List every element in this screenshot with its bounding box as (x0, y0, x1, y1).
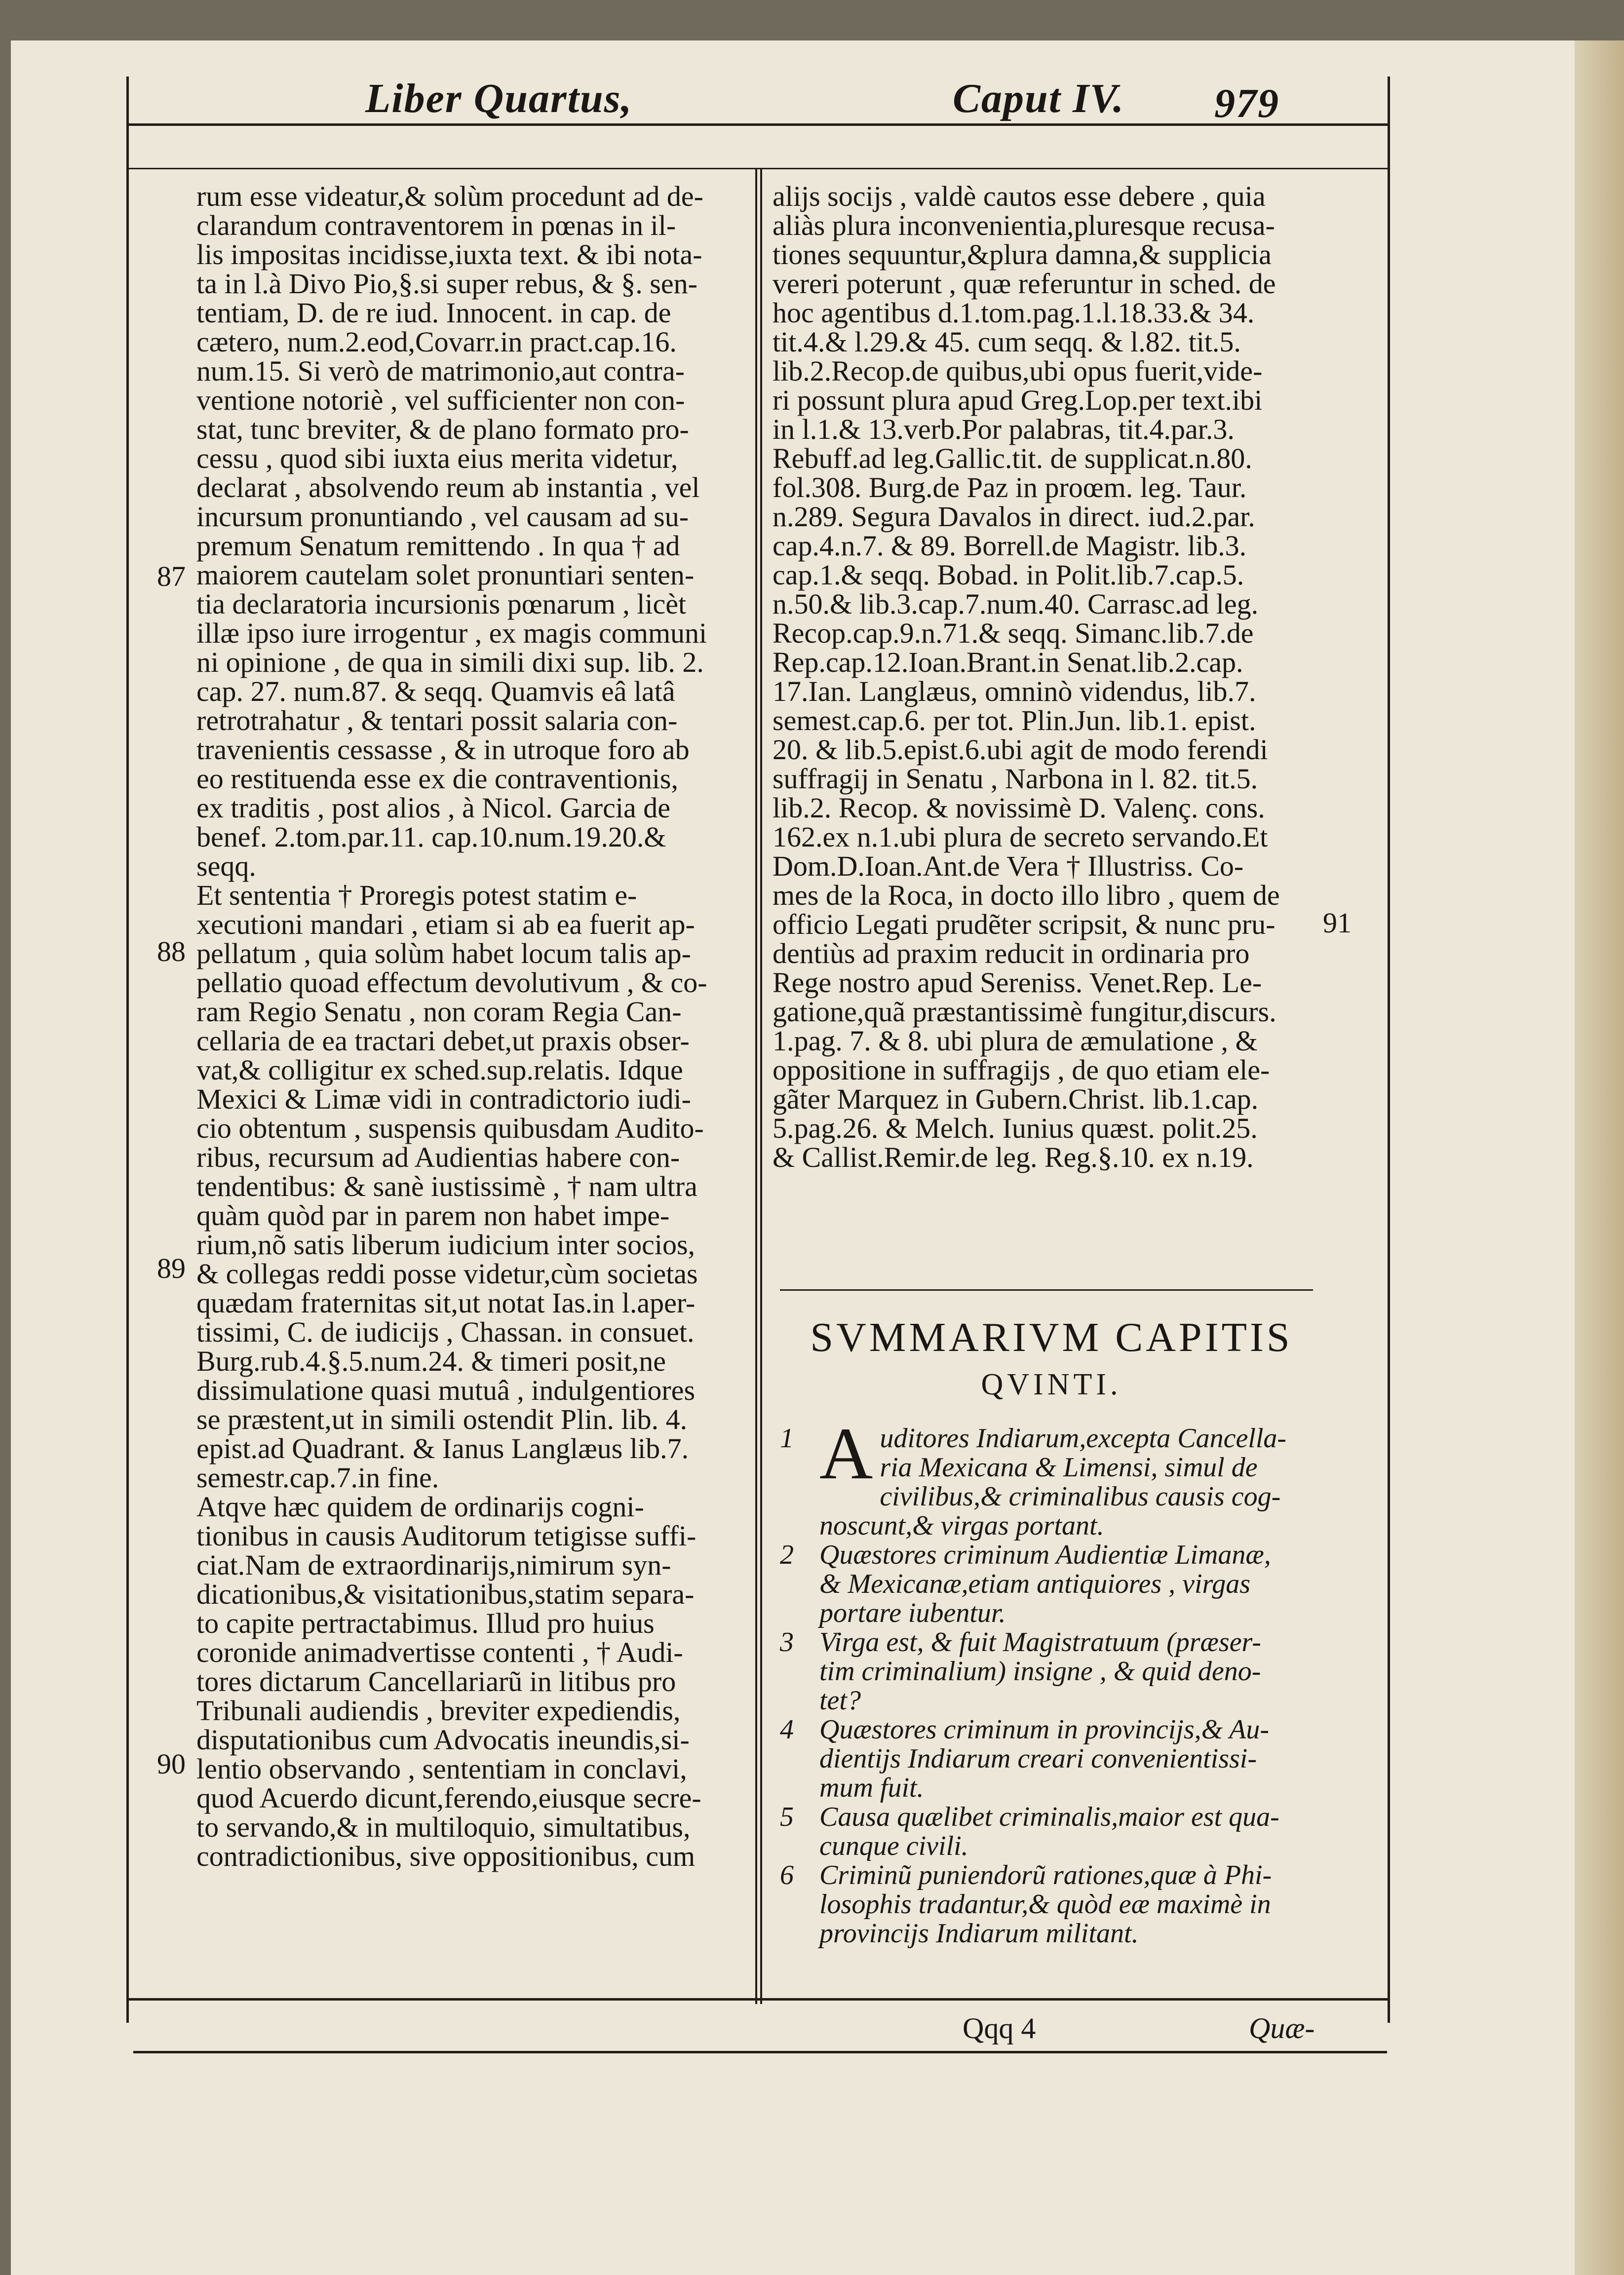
text-line: tores dictarum Cancellariarũ in litibus pro (196, 1665, 676, 1697)
text-line: tendentibus: & sanè iustissimè , † nam ultra (196, 1170, 697, 1202)
text-line: pellatum , quia solùm habet locum talis ap- (196, 937, 691, 969)
text-line: cætero, num.2.eod,Covarr.in pract.cap.16. (196, 326, 677, 358)
text-line: ribus, recursum ad Audientias habere con- (196, 1141, 680, 1173)
margin-number-88: 88 (157, 935, 186, 967)
text-line: dentiùs ad praxim reducit in ordinaria pro (773, 937, 1250, 969)
text-line: maiorem cautelam solet pronuntiari senten- (196, 559, 695, 591)
text-line: rum esse videatur,& solùm procedunt ad de- (196, 180, 703, 212)
text-line: contradictionibus, sive oppositionibus, cum (196, 1840, 696, 1872)
text-line: semestr.cap.7.in fine. (196, 1462, 439, 1494)
text-line: ciat.Nam de extraordinarijs,nimirum syn- (196, 1549, 671, 1581)
text-line: stat, tunc breviter, & de plano formato pro- (196, 413, 689, 445)
text-line: aliàs plura inconvenientia,pluresque recusa- (773, 209, 1275, 241)
left-text-column (196, 182, 707, 1871)
text-line: vat,& colligitur ex sched.sup.relatis. Idque (196, 1054, 683, 1086)
text-line: cap.4.n.7. & 89. Borrell.de Magistr. lib.3. (773, 530, 1247, 562)
text-line: lib.2.Recop.de quibus,ubi opus fuerit,vide- (773, 355, 1263, 387)
summary-item-number: 2 (780, 1540, 794, 1570)
summary-item-number: 6 (780, 1860, 794, 1890)
text-line: Recop.cap.9.n.71.& seqq. Simanc.lib.7.de (773, 617, 1254, 649)
column-rule (755, 168, 757, 2004)
folio-number: 979 (1214, 80, 1279, 126)
summary-list (780, 1413, 1323, 1949)
summary-rule (780, 1289, 1313, 1291)
summary-line: portare iubentur. (819, 1598, 1006, 1628)
summary-line: Criminũ puniendorũ rationes,quæ à Phi- (819, 1860, 1272, 1890)
text-line: premum Senatum remittendo . In qua † ad (196, 530, 680, 562)
summary-item-number: 1 (780, 1423, 794, 1454)
drop-capital: A (819, 1413, 873, 1495)
summary-line: civilibus,& criminalibus causis cog- (880, 1481, 1281, 1512)
text-line: lib.2. Recop. & novissimè D. Valenç. cons. (773, 792, 1265, 824)
text-line: oppositione in suffragijs , de quo etiam ele- (773, 1054, 1270, 1086)
summary-line: cunque civili. (819, 1831, 968, 1861)
summary-subtitle: QVINTI. (981, 1368, 1122, 1401)
text-line: to servando,& in multiloquio, simultatibus, (196, 1811, 691, 1843)
text-line: tia declaratoria incursionis pœnarum , licèt (196, 588, 687, 620)
text-line: suffragij in Senatu , Narbona in l. 82. tit.5. (773, 763, 1258, 795)
text-line: illæ ipso iure irrogentur , ex magis communi (196, 617, 707, 649)
summary-line: uditores Indiarum,excepta Cancella- (880, 1423, 1287, 1454)
text-line: & collegas reddi posse videtur,cùm societas (196, 1258, 698, 1290)
text-line: Tribunali audiendis , breviter expediendis, (196, 1695, 681, 1727)
text-line: num.15. Si verò de matrimonio,aut contra- (196, 355, 685, 387)
text-line: Burg.rub.4.§.5.num.24. & timeri posit,ne (196, 1345, 666, 1377)
text-line: n.50.& lib.3.cap.7.num.40. Carrasc.ad leg. (773, 588, 1259, 620)
text-line: Et sententia † Proregis potest statim e- (196, 879, 637, 911)
text-line: quàm quòd par in parem non habet impe- (196, 1199, 670, 1232)
summary-item (780, 1715, 1323, 1803)
summary-item (780, 1861, 1323, 1948)
summary-line: ria Mexicana & Limensi, simul de (880, 1452, 1258, 1483)
text-line: n.289. Segura Davalos in direct. iud.2.par. (773, 501, 1255, 533)
text-line: lentio observando , sententiam in conclavi, (196, 1753, 687, 1785)
text-line: disputationibus cum Advocatis ineundis,si- (196, 1724, 690, 1756)
text-line: tionibus in causis Auditorum tetigisse suffi- (196, 1520, 696, 1552)
page-edge (1575, 40, 1624, 2275)
text-line: eo restituenda esse ex die contraventionis, (196, 763, 679, 795)
bottom-rule (133, 2051, 1387, 2053)
summary-item (780, 1803, 1323, 1861)
text-line: epist.ad Quadrant. & Ianus Langlæus lib.7. (196, 1432, 689, 1465)
text-line: & Callist.Remir.de leg. Reg.§.10. ex n.19. (773, 1141, 1254, 1173)
text-line: to capite pertractabimus. Illud pro huius (196, 1607, 655, 1639)
text-line: hoc agentibus d.1.tom.pag.1.l.18.33.& 34. (773, 297, 1255, 329)
text-line: Dom.D.Ioan.Ant.de Vera † Illustriss. Co- (773, 850, 1244, 882)
summary-line: Causa quælibet criminalis,maior est qua- (819, 1802, 1279, 1832)
text-line: quod Acuerdo dicunt,ferendo,eiusque secre- (196, 1782, 701, 1814)
summary-item-number: 4 (780, 1714, 794, 1745)
text-line: clarandum contraventorem in pœnas in il- (196, 209, 676, 241)
text-line: tentiam, D. de re iud. Innocent. in cap. de (196, 297, 671, 329)
text-line: 20. & lib.5.epist.6.ubi agit de modo ferendi (773, 733, 1268, 766)
text-line: Atqve hæc quidem de ordinarijs cogni- (196, 1491, 644, 1523)
text-line: 17.Ian. Langlæus, omninò videndus, lib.7. (773, 675, 1256, 707)
text-line: mes de la Roca, in docto illo libro , quem de (773, 879, 1280, 911)
summary-line: mum fuit. (819, 1773, 924, 1803)
text-line: fol.308. Burg.de Paz in proœm. leg. Taur. (773, 471, 1247, 503)
summary-item (780, 1628, 1323, 1715)
header-rule (126, 123, 1388, 126)
text-line: cap.1.& seqq. Bobad. in Polit.lib.7.cap.5. (773, 559, 1244, 591)
text-line: gatione,quã præstantissimè fungitur,discurs. (773, 996, 1276, 1028)
summary-line: tim criminalium) insigne , & quid deno- (819, 1656, 1261, 1687)
text-line: ta in l.à Divo Pio,§.si super rebus, & §. sen- (196, 268, 697, 300)
summary-line: provincijs Indiarum militant. (819, 1918, 1139, 1949)
text-line: tissimi, C. de iudicijs , Chassan. in consuet. (196, 1316, 695, 1348)
text-line: rium,nõ satis liberum iudicium inter socios, (196, 1229, 696, 1261)
text-line: dissimulatione quasi mutuâ , indulgentiores (196, 1374, 696, 1406)
text-line: 5.pag.26. & Melch. Iunius quæst. polit.25. (773, 1112, 1258, 1144)
text-line: ri possunt plura apud Greg.Lop.per text.ibi (773, 384, 1263, 416)
text-line: Rege nostro apud Sereniss. Venet.Rep. Le- (773, 966, 1262, 999)
text-line: pellatio quoad effectum devolutivum , & co- (196, 966, 707, 999)
text-line: dicationibus,& visitationibus,statim separa- (196, 1578, 695, 1610)
text-line: semest.cap.6. per tot. Plin.Jun. lib.1. epist. (773, 704, 1256, 736)
text-line: vereri poterunt , quæ referuntur in sched. de (773, 268, 1276, 300)
text-line: benef. 2.tom.par.11. cap.10.num.19.20.& (196, 821, 666, 853)
text-line: cellaria de ea tractari debet,ut praxis obser- (196, 1025, 690, 1057)
running-head-right: Caput IV. (953, 76, 1124, 121)
text-line: Rep.cap.12.Ioan.Brant.in Senat.lib.2.cap. (773, 646, 1243, 678)
text-line: ex traditis , post alios , à Nicol. Garcia de (196, 792, 670, 824)
text-line: ventione notoriè , vel sufficienter non con- (196, 384, 685, 416)
margin-number-90: 90 (157, 1748, 186, 1780)
text-line: Rebuff.ad leg.Gallic.tit. de supplicat.n.80. (773, 442, 1252, 474)
text-line: 1.pag. 7. & 8. ubi plura de æmulatione , & (773, 1025, 1258, 1057)
text-line: retrotrahatur , & tentari possit salaria con- (196, 704, 678, 736)
text-line: cap. 27. num.87. & seqq. Quamvis eâ latâ (196, 675, 675, 707)
catchword: Quæ- (1249, 2012, 1315, 2044)
running-head-left: Liber Quartus, (365, 76, 633, 121)
text-line: ram Regio Senatu , non coram Regia Can- (196, 996, 682, 1028)
text-line: declarat , absolvendo reum ab instantia , vel (196, 471, 700, 503)
text-line: Mexici & Limæ vidi in contradictorio iudi- (196, 1083, 691, 1115)
text-line: xecutioni mandari , etiam si ab ea fuerit ap- (196, 908, 695, 940)
text-line: gãter Marquez in Gubern.Christ. lib.1.cap. (773, 1083, 1259, 1115)
summary-item-number: 5 (780, 1802, 794, 1832)
text-line: ni opinione , de qua in simili dixi sup. lib. 2. (196, 646, 704, 678)
text-line: tiones sequuntur,&plura damna,& supplicia (773, 238, 1272, 270)
margin-number-89: 89 (157, 1252, 186, 1284)
summary-line: dientijs Indiarum creari convenientissi- (819, 1743, 1257, 1774)
text-line: incursum pronuntiando , vel causam ad su- (196, 501, 689, 533)
text-line: lis impositas incidisse,iuxta text. & ibi nota- (196, 238, 702, 270)
text-line: in l.1.& 13.verb.Por palabras, tit.4.par.3. (773, 413, 1235, 445)
summary-line: Quæstores criminum in provincijs,& Au- (819, 1714, 1270, 1745)
text-line: quædam fraternitas sit,ut notat Ias.in l.aper- (196, 1287, 696, 1319)
text-line: cessu , quod sibi iuxta eius merita videtur, (196, 442, 678, 474)
text-line: cio obtentum , suspensis quibusdam Audito- (196, 1112, 704, 1144)
text-line: 162.ex n.1.ubi plura de secreto servando.Et (773, 821, 1268, 853)
summary-item (780, 1541, 1323, 1628)
signature-mark: Qqq 4 (963, 2012, 1036, 2044)
summary-item (780, 1413, 1323, 1541)
text-line: seqq. (196, 850, 256, 882)
text-line: alijs socijs , valdè cautos esse debere , quia (773, 180, 1266, 212)
text-line: travenientis cessasse , & in utroque foro ab (196, 733, 690, 766)
summary-line: & Mexicanæ,etiam antiquiores , virgas (819, 1569, 1251, 1599)
summary-line: Virga est, & fuit Magistratuum (præser- (819, 1627, 1261, 1658)
margin-number-91: 91 (1323, 907, 1352, 939)
text-line: coronide animadvertisse contenti , † Audi- (196, 1636, 683, 1668)
summary-line: losophis tradantur,& quòd eæ maximè in (819, 1889, 1271, 1920)
text-line: tit.4.& l.29.& 45. cum seqq. & l.82. tit.5. (773, 326, 1241, 358)
summary-title: SVMMARIVM CAPITIS (810, 1314, 1293, 1360)
margin-number-87: 87 (157, 560, 186, 592)
column-rule-inner (760, 168, 762, 2004)
summary-line: Quæstores criminum Audientiæ Limanæ, (819, 1540, 1271, 1570)
text-line: se præstent,ut in simili ostendit Plin. lib. 4. (196, 1403, 688, 1435)
summary-line: noscunt,& virgas portant. (819, 1510, 1104, 1541)
right-text-column (773, 182, 1280, 1172)
text-line: officio Legati prudẽter scripsit, & nunc pru- (773, 908, 1276, 940)
summary-item-number: 3 (780, 1627, 794, 1658)
summary-line: tet? (819, 1685, 861, 1716)
